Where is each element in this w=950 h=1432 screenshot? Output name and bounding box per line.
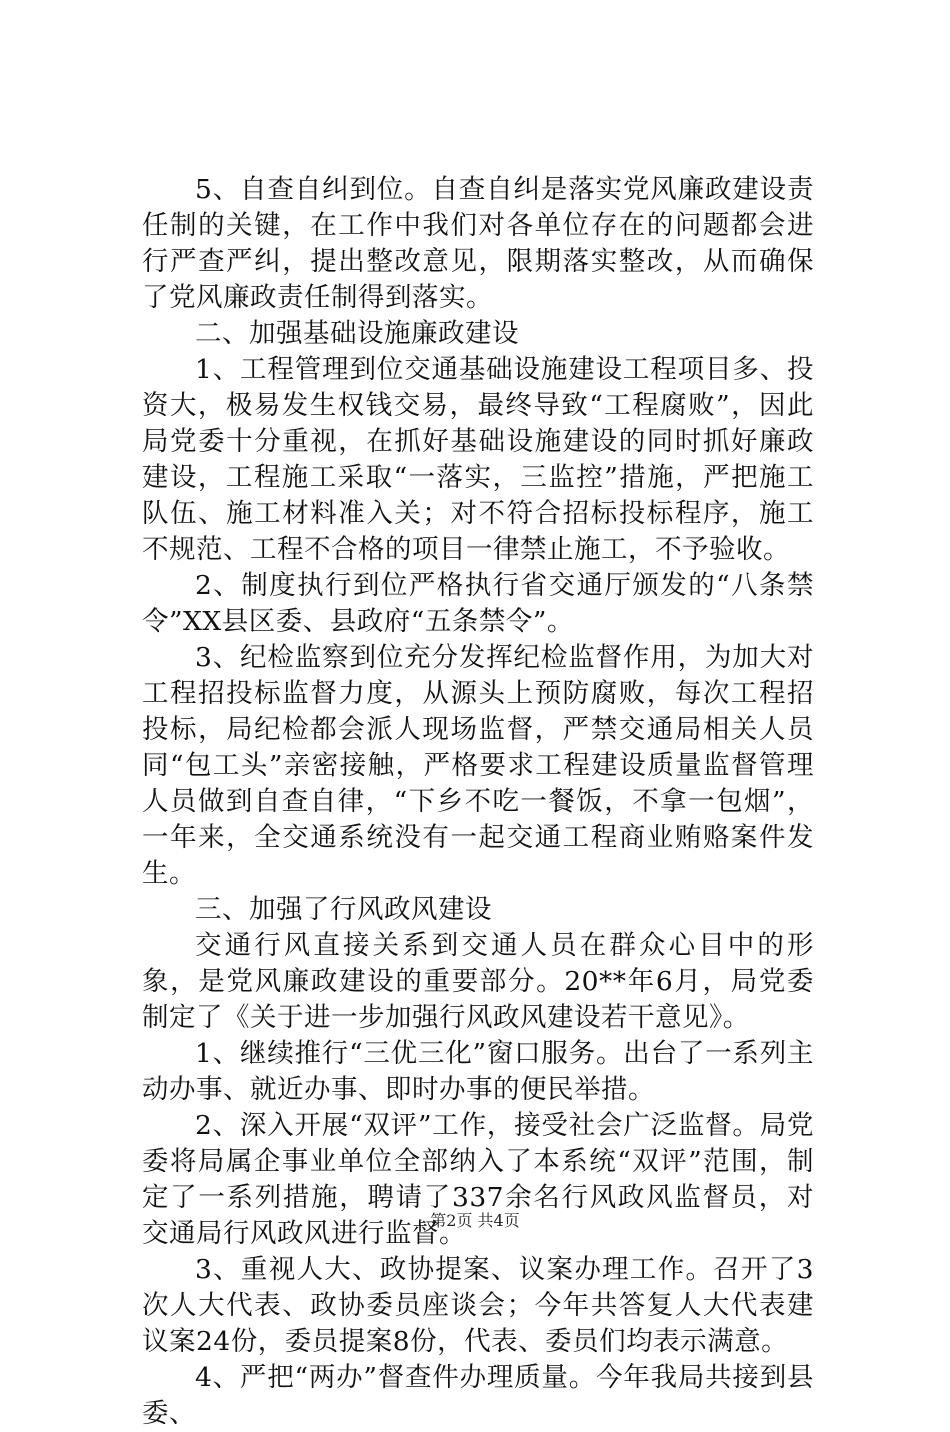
section-heading-conduct: 三、加强了行风政风建设	[195, 894, 492, 925]
paragraph-proposals: 3、重视人大、政协提案、议案办理工作。召开了3次人大代表、政协委员座谈会；今年共答复人大代表建议案24份，委员提案8份，代表、委员们均表示满意。	[142, 1254, 814, 1357]
paragraph-supervision: 4、严把“两办”督查件办理质量。今年我局共接到县委、	[142, 1362, 814, 1429]
paragraph-window-service: 1、继续推行“三优三化”窗口服务。出台了一系列主动办事、就近办事、即时办事的便民举措。	[142, 1038, 814, 1105]
paragraph-project-management: 1、工程管理到位交通基础设施建设工程项目多、投资大，极易发生权钱交易，最终导致“工程腐败”，因此局党委十分重视，在抓好基础设施建设的同时抓好廉政建设，工程施工采取“一落实，三监控”措施，严把施工队伍、施工材料准入关；对不符合招标投标程序，施工不规范、工程不合格的项目一律禁止施工，不予验收。	[142, 354, 814, 565]
paragraph-conduct-intro: 交通行风直接关系到交通人员在群众心目中的形象，是党风廉政建设的重要部分。20**年6月，局党委制定了《关于进一步加强行风政风建设若干意见》。	[142, 930, 814, 1033]
paragraph-regulation-execution: 2、制度执行到位严格执行省交通厅颁发的“八条禁令”XX县区委、县政府“五条禁令”。	[142, 570, 814, 637]
paragraph-discipline-inspection: 3、纪检监察到位充分发挥纪检监督作用，为加大对工程招投标监督力度，从源头上预防腐败，每次工程招投标，局纪检都会派人现场监督，严禁交通局相关人员同“包工头”亲密接触，严格要求工程建设质量监督管理人员做到自查自律，“下乡不吃一餐饭，不拿一包烟”，一年来，全交通系统没有一起交通工程商业贿赂案件发生。	[142, 642, 814, 889]
paragraph-double-evaluation: 2、深入开展“双评”工作，接受社会广泛监督。局党委将局属企事业单位全部纳入了本系统“双评”范围，制定了一系列措施，聘请了337余名行风政风监督员，对交通局行风政风进行监督。	[142, 1110, 814, 1249]
document-body	[142, 172, 814, 1432]
page-number-footer: 第2页 共4页	[430, 1211, 520, 1230]
section-heading-infrastructure: 二、加强基础设施廉政建设	[195, 318, 519, 349]
paragraph-self-check: 5、自查自纠到位。自查自纠是落实党风廉政建设责任制的关键，在工作中我们对各单位存在的问题都会进行严查严纠，提出整改意见，限期落实整改，从而确保了党风廉政责任制得到落实。	[142, 174, 814, 313]
